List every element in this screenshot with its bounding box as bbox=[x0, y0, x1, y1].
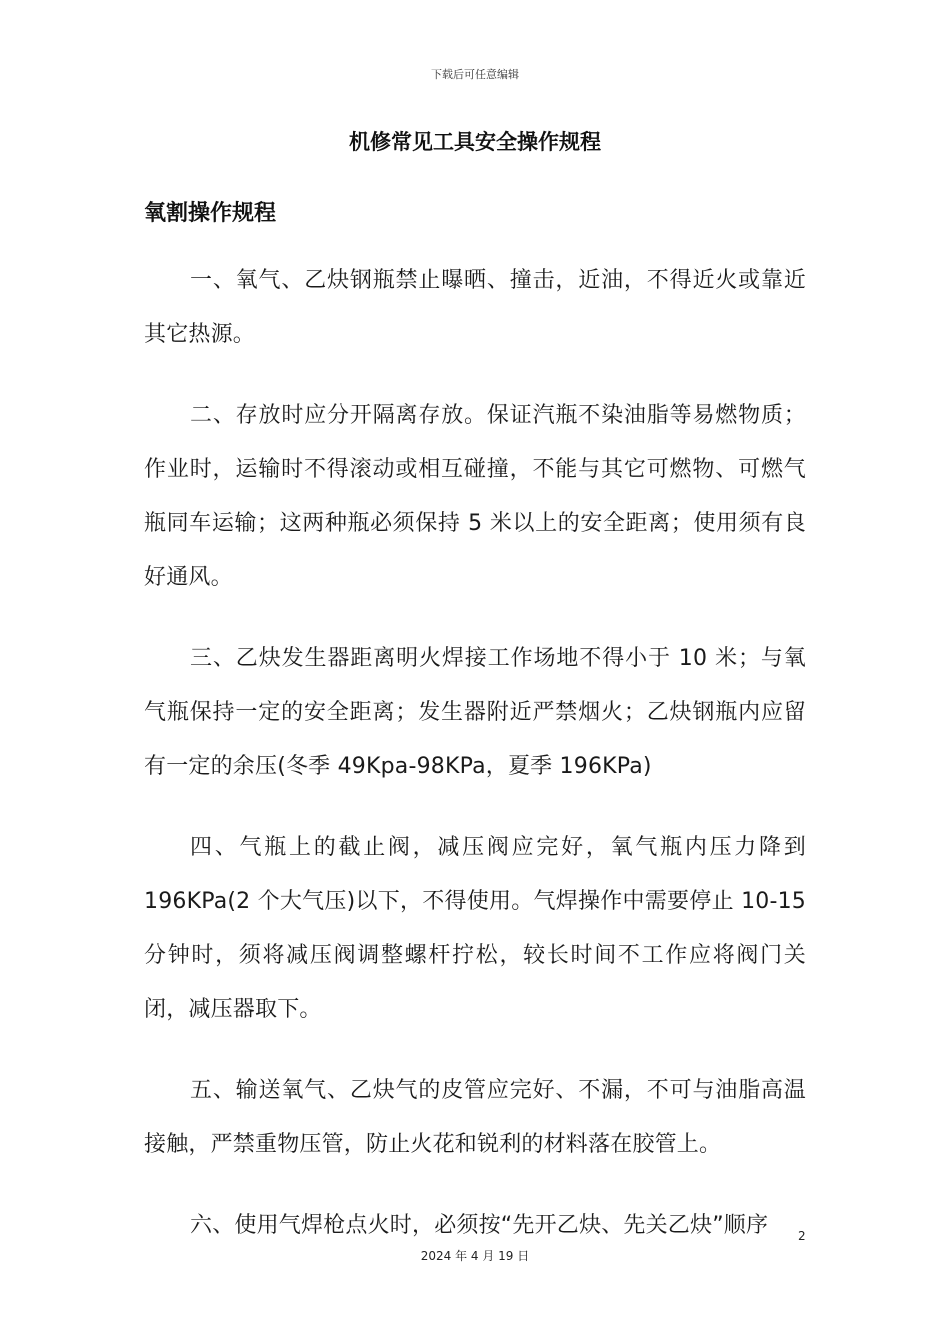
paragraph-4: 四、气瓶上的截止阀，减压阀应完好，氧气瓶内压力降到196KPa(2 个大气压)以下，不得使用。气焊操作中需要停止 10-15分钟时，须将减压阀调整螺杆拧松，较长时间不工作应将阀门关闭，减压器取下。 bbox=[144, 835, 806, 1022]
footer-date: 2024 年 4 月 19 日 bbox=[420, 1249, 530, 1263]
document-title: 机修常见工具安全操作规程 bbox=[349, 130, 601, 154]
paragraph-3: 三、乙炔发生器距离明火焊接工作场地不得小于 10 米；与氧气瓶保持一定的安全距离；发生器附近严禁烟火；乙炔钢瓶内应留有一定的余压(冬季 49Kpa-98KPa，夏季 196KPa) bbox=[144, 646, 806, 779]
section-title: 氧割操作规程 bbox=[144, 201, 277, 226]
paragraph-5: 五、输送氧气、乙炔气的皮管应完好、不漏，不可与油脂高温接触，严禁重物压管，防止火花和锐利的材料落在胶管上。 bbox=[144, 1078, 806, 1157]
paragraph-1: 一、氧气、乙炔钢瓶禁止曝晒、撞击，近油，不得近火或靠近其它热源。 bbox=[144, 268, 806, 347]
document-body bbox=[144, 254, 806, 1280]
header-note: 下载后可任意编辑 bbox=[431, 68, 519, 81]
paragraph-6: 六、使用气焊枪点火时，必须按“先开乙炔、先关乙炔”顺序 bbox=[190, 1213, 769, 1238]
paragraph-2: 二、存放时应分开隔离存放。保证汽瓶不染油脂等易燃物质；作业时，运输时不得滚动或相互碰撞，不能与其它可燃物、可燃气瓶同车运输；这两种瓶必须保持 5 米以上的安全距离；使用须有良好通风。 bbox=[144, 403, 806, 590]
page-number: 2 bbox=[798, 1229, 806, 1243]
